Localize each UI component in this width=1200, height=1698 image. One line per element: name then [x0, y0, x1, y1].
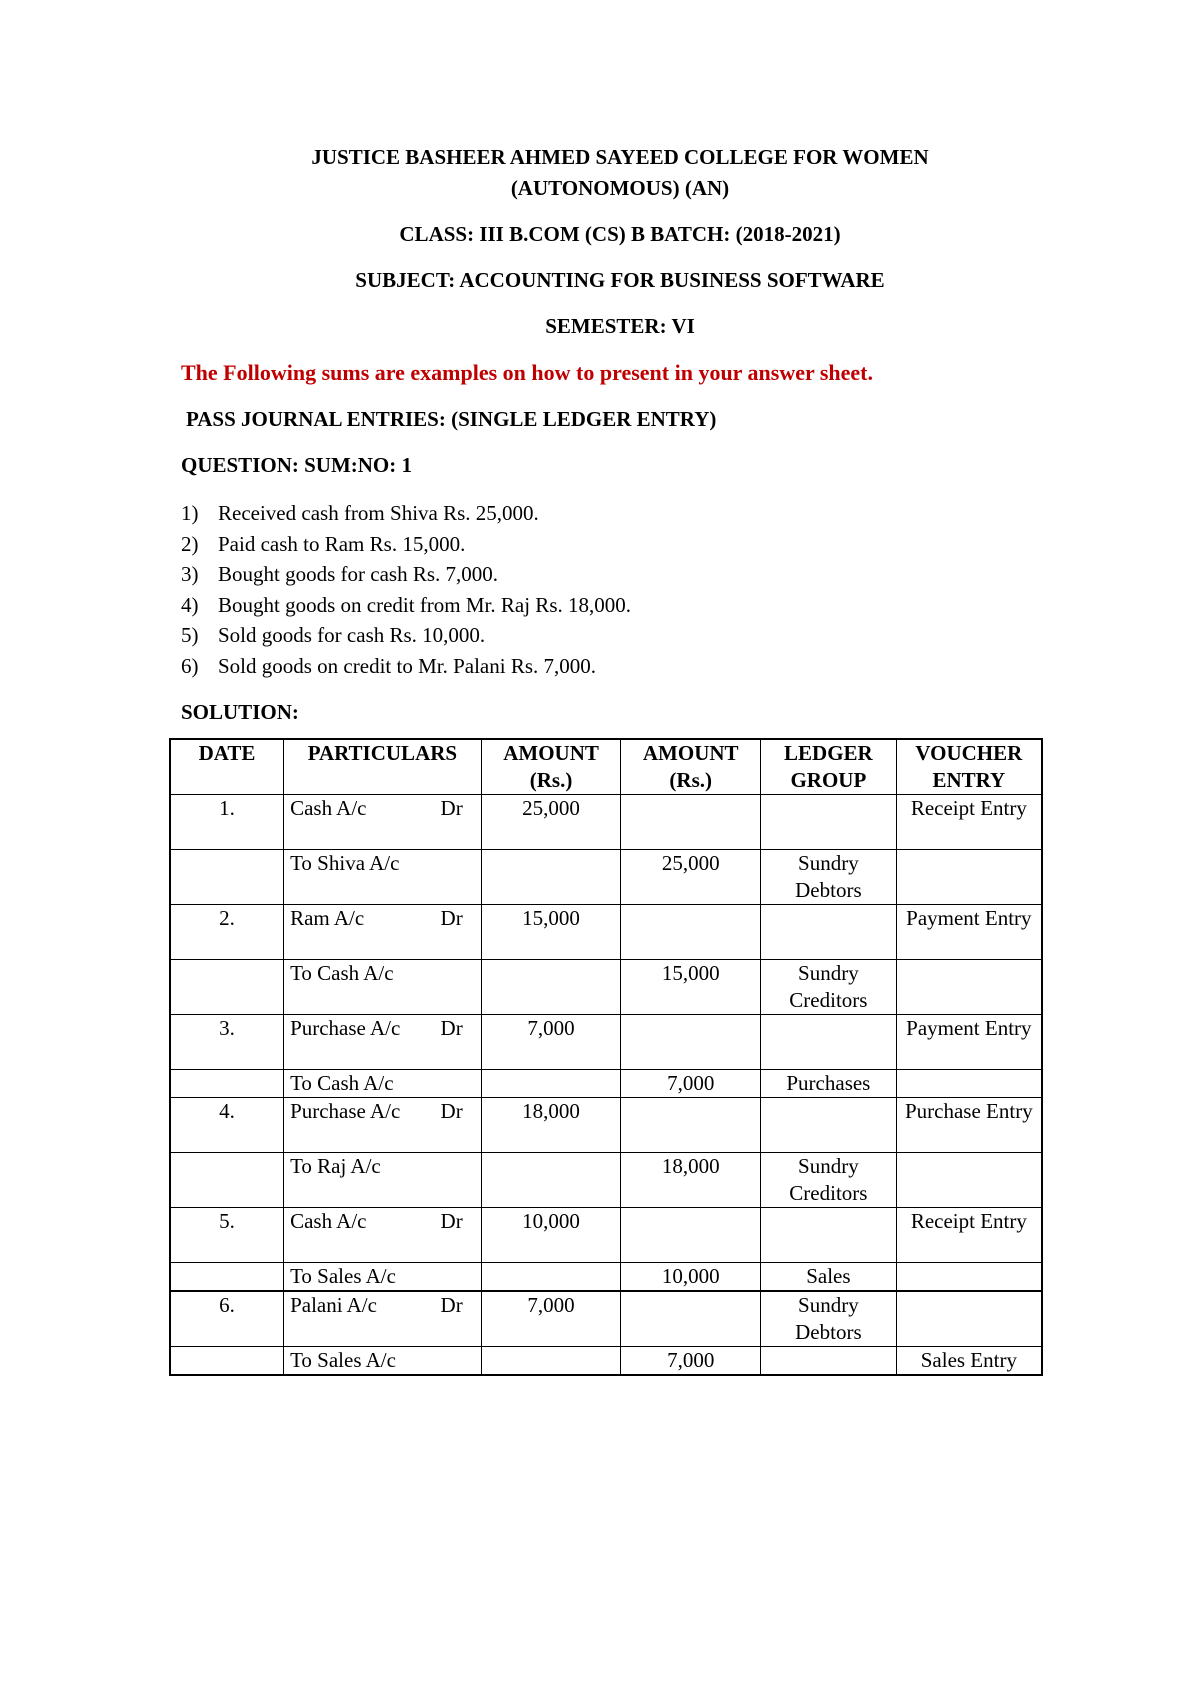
cell-date: 6.: [170, 1291, 284, 1347]
cell-date: 2.: [170, 905, 284, 960]
cell-amount-credit: 15,000: [621, 960, 761, 1015]
cell-date: 5.: [170, 1208, 284, 1263]
debit-marker: [463, 1153, 475, 1180]
cell-date: [170, 1153, 284, 1208]
cell-amount-credit: 25,000: [621, 850, 761, 905]
table-row: [170, 1015, 1042, 1070]
list-item: 3) Bought goods for cash Rs. 7,000.: [181, 562, 498, 586]
cell-date: [170, 850, 284, 905]
table-header-row: [170, 739, 1042, 795]
cell-amount-credit: [621, 1208, 761, 1263]
table-row: [170, 1291, 1042, 1347]
particulars-account: To Cash A/c: [290, 961, 394, 985]
cell-ledger-group: [761, 1015, 897, 1070]
debit-marker: Dr: [440, 1293, 463, 1317]
cell-amount-debit: [481, 850, 621, 905]
cell-particulars: [284, 960, 482, 1015]
header-amount-credit: AMOUNT (Rs.): [621, 739, 761, 795]
subject: SUBJECT: ACCOUNTING FOR BUSINESS SOFTWARE: [355, 268, 885, 292]
particulars-account: To Cash A/c: [290, 1071, 394, 1095]
debit-marker: [463, 1347, 475, 1374]
particulars-account: Palani A/c: [290, 1293, 377, 1317]
particulars-account: To Raj A/c: [290, 1154, 381, 1178]
particulars-account: Purchase A/c: [290, 1016, 401, 1040]
cell-voucher-entry: Purchase Entry: [896, 1098, 1042, 1153]
cell-voucher-entry: [896, 1070, 1042, 1098]
table-row: [170, 1070, 1042, 1098]
cell-voucher-entry: [896, 1153, 1042, 1208]
particulars-account: Cash A/c: [290, 1209, 367, 1233]
cell-voucher-entry: [896, 850, 1042, 905]
table-row: [170, 1208, 1042, 1263]
cell-voucher-entry: Receipt Entry: [896, 795, 1042, 850]
instruction-heading: PASS JOURNAL ENTRIES: (SINGLE LEDGER ENTRY): [186, 407, 717, 431]
debit-marker: [463, 850, 475, 877]
debit-marker: [463, 960, 475, 987]
cell-amount-debit: [481, 1153, 621, 1208]
cell-particulars: [284, 905, 482, 960]
particulars-account: To Shiva A/c: [290, 851, 400, 875]
cell-ledger-group: [761, 1208, 897, 1263]
cell-ledger-group: Sundry Debtors: [761, 850, 897, 905]
cell-ledger-group: [761, 1098, 897, 1153]
debit-marker: Dr: [440, 906, 463, 930]
question-title: QUESTION: SUM:NO: 1: [181, 453, 413, 477]
solution-title: SOLUTION:: [181, 700, 299, 724]
cell-amount-debit: 10,000: [481, 1208, 621, 1263]
table-row: [170, 1263, 1042, 1292]
cell-date: 4.: [170, 1098, 284, 1153]
list-item: 5) Sold goods for cash Rs. 10,000.: [181, 623, 486, 647]
header-date: DATE: [170, 739, 284, 795]
cell-amount-credit: 18,000: [621, 1153, 761, 1208]
cell-voucher-entry: [896, 1291, 1042, 1347]
cell-amount-credit: 7,000: [621, 1347, 761, 1376]
cell-amount-debit: [481, 960, 621, 1015]
cell-amount-debit: [481, 1070, 621, 1098]
cell-particulars: [284, 1208, 482, 1263]
cell-ledger-group: [761, 795, 897, 850]
debit-marker: [463, 1070, 475, 1097]
table-row: [170, 1153, 1042, 1208]
cell-amount-credit: [621, 1098, 761, 1153]
particulars-account: To Sales A/c: [290, 1264, 396, 1288]
cell-ledger-group: Sundry Creditors: [761, 960, 897, 1015]
table-row: [170, 1347, 1042, 1376]
cell-particulars: [284, 1015, 482, 1070]
cell-ledger-group: [761, 1347, 897, 1376]
cell-particulars: [284, 1070, 482, 1098]
cell-voucher-entry: Payment Entry: [896, 905, 1042, 960]
debit-marker: Dr: [440, 1099, 463, 1123]
cell-ledger-group: Sundry Debtors: [761, 1291, 897, 1347]
cell-voucher-entry: Receipt Entry: [896, 1208, 1042, 1263]
debit-marker: [463, 1263, 475, 1290]
table-row: [170, 905, 1042, 960]
particulars-account: Purchase A/c: [290, 1099, 401, 1123]
semester: SEMESTER: VI: [545, 314, 695, 338]
particulars-account: Ram A/c: [290, 906, 365, 930]
cell-amount-credit: [621, 905, 761, 960]
cell-amount-credit: [621, 1291, 761, 1347]
cell-ledger-group: Sales: [761, 1263, 897, 1292]
cell-particulars: [284, 1291, 482, 1347]
cell-date: [170, 1263, 284, 1292]
cell-amount-debit: [481, 1263, 621, 1292]
cell-ledger-group: Purchases: [761, 1070, 897, 1098]
cell-voucher-entry: [896, 960, 1042, 1015]
cell-particulars: [284, 1263, 482, 1292]
college-status: (AUTONOMOUS) (AN): [510, 176, 730, 200]
cell-amount-debit: 7,000: [481, 1015, 621, 1070]
cell-amount-debit: 25,000: [481, 795, 621, 850]
cell-ledger-group: [761, 905, 897, 960]
class-batch: CLASS: III B.COM (CS) B BATCH: (2018-2021): [399, 222, 841, 246]
list-item: 6) Sold goods on credit to Mr. Palani Rs. 7,000.: [181, 653, 596, 678]
cell-amount-credit: 7,000: [621, 1070, 761, 1098]
table-row: [170, 1098, 1042, 1153]
question-list: [181, 498, 631, 681]
cell-voucher-entry: [896, 1263, 1042, 1292]
table-row: [170, 960, 1042, 1015]
cell-amount-credit: [621, 1015, 761, 1070]
table-row: [170, 795, 1042, 850]
cell-particulars: [284, 1098, 482, 1153]
college-name: JUSTICE BASHEER AHMED SAYEED COLLEGE FOR WOMEN: [311, 145, 929, 169]
cell-amount-debit: [481, 1347, 621, 1376]
header-voucher-entry: VOUCHER ENTRY: [896, 739, 1042, 795]
header-ledger-group: LEDGER GROUP: [761, 739, 897, 795]
cell-date: [170, 960, 284, 1015]
debit-marker: Dr: [440, 796, 463, 820]
header-particulars: PARTICULARS: [284, 739, 482, 795]
cell-particulars: [284, 795, 482, 850]
notice-text: The Following sums are examples on how to present in your answer sheet.: [181, 360, 874, 385]
particulars-account: To Sales A/c: [290, 1348, 396, 1372]
cell-amount-debit: 18,000: [481, 1098, 621, 1153]
cell-date: 1.: [170, 795, 284, 850]
cell-particulars: [284, 1347, 482, 1376]
debit-marker: Dr: [440, 1209, 463, 1233]
cell-amount-credit: [621, 795, 761, 850]
cell-date: 3.: [170, 1015, 284, 1070]
cell-amount-debit: 7,000: [481, 1291, 621, 1347]
cell-amount-credit: 10,000: [621, 1263, 761, 1292]
cell-voucher-entry: Payment Entry: [896, 1015, 1042, 1070]
list-item: 1) Received cash from Shiva Rs. 25,000.: [181, 501, 539, 525]
cell-voucher-entry: Sales Entry: [896, 1347, 1042, 1376]
cell-particulars: [284, 850, 482, 905]
particulars-account: Cash A/c: [290, 796, 367, 820]
debit-marker: Dr: [440, 1016, 463, 1040]
cell-amount-debit: 15,000: [481, 905, 621, 960]
cell-date: [170, 1070, 284, 1098]
cell-date: [170, 1347, 284, 1376]
list-item: 4) Bought goods on credit from Mr. Raj Rs. 18,000.: [181, 592, 631, 617]
journal-table: [169, 738, 1043, 1376]
list-item: 2) Paid cash to Ram Rs. 15,000.: [181, 531, 466, 556]
table-row: [170, 850, 1042, 905]
cell-particulars: [284, 1153, 482, 1208]
header-amount-debit: AMOUNT (Rs.): [481, 739, 621, 795]
cell-ledger-group: Sundry Creditors: [761, 1153, 897, 1208]
